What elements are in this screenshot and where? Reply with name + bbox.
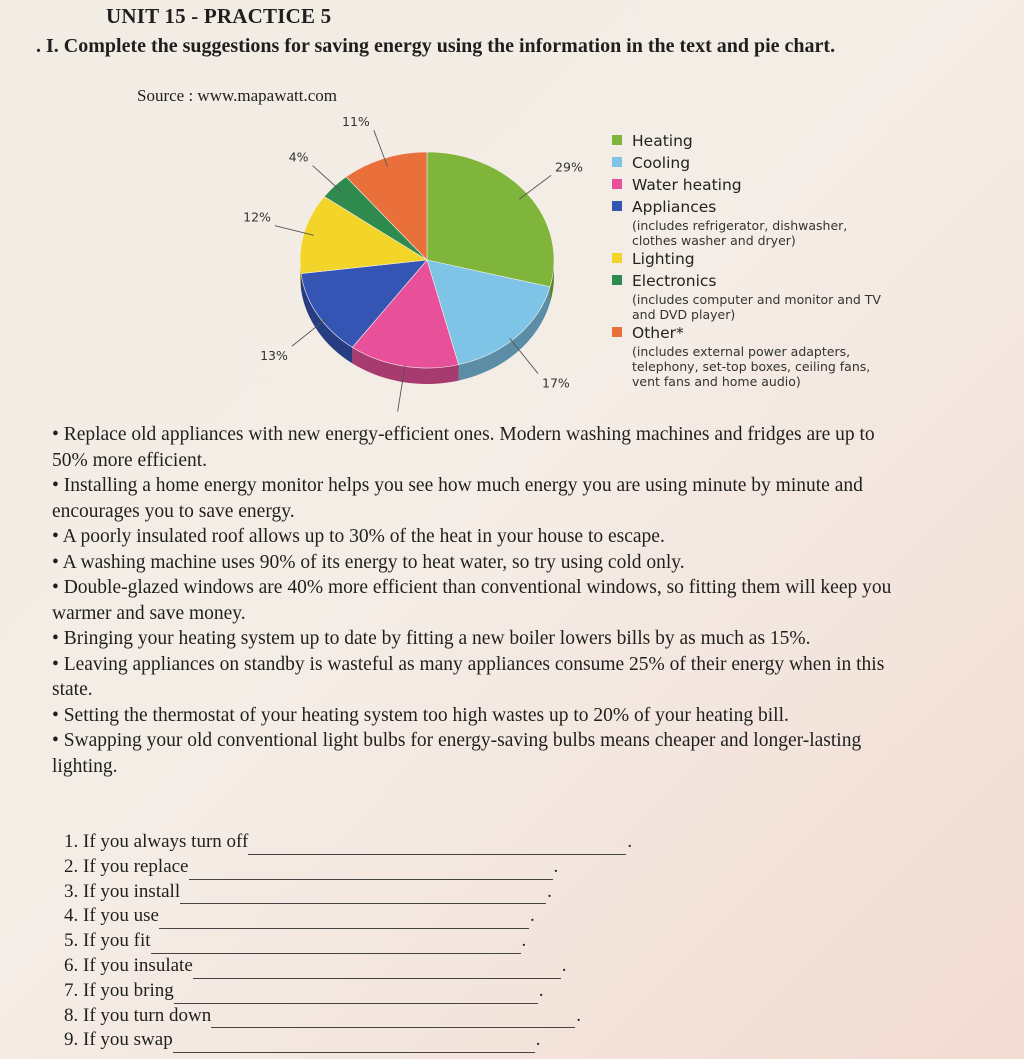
legend-swatch xyxy=(612,157,622,167)
tip-item: • A poorly insulated roof allows up to 30% of the heat in your house to escape. xyxy=(52,526,665,547)
slice-pct-label xyxy=(366,414,394,415)
exercise-item: 3. If you install . xyxy=(64,880,632,905)
tip-item: • Setting the thermostat of your heating system too high wastes up to 20% of your heating bill. xyxy=(52,704,789,726)
answer-blank[interactable] xyxy=(173,1036,535,1053)
energy-tips-list xyxy=(52,422,908,779)
source-citation: Source : www.mapawatt.com xyxy=(137,86,338,105)
legend-note: (includes external power adapters, telephony, set-top boxes, ceiling fans, vent fans and home audio) xyxy=(632,344,871,389)
answer-blank[interactable] xyxy=(211,1011,575,1028)
legend-label: Heating xyxy=(632,132,693,150)
tip-item: • Replace old appliances with new energy-efficient ones. Modern washing machines and fridges are up to 50% more efficient. xyxy=(52,424,875,471)
legend-item xyxy=(612,130,892,152)
exercise-prompt: 6. If you insulate xyxy=(64,954,193,976)
tip-item: • Double-glazed windows are 40% more efficient than conventional windows, so fitting them will keep you warmer and save money. xyxy=(52,577,892,624)
legend-item xyxy=(612,322,892,389)
answer-blank[interactable] xyxy=(248,838,626,855)
legend-note: (includes refrigerator, dishwasher, clothes washer and dryer) xyxy=(632,218,848,248)
legend-label: Lighting xyxy=(632,250,695,268)
legend-label: Cooling xyxy=(632,154,691,172)
legend-label: Water heating xyxy=(632,176,742,194)
exercise-item: 1. If you always turn off . xyxy=(64,830,632,855)
exercise-list xyxy=(64,830,632,1053)
slice-pct-label: 11% xyxy=(342,114,370,130)
page-title: UNIT 15 - PRACTICE 5 xyxy=(106,4,332,28)
legend-swatch xyxy=(612,275,622,285)
legend-item xyxy=(612,248,892,270)
chart-legend xyxy=(612,130,892,389)
slice-pct-label: 12% xyxy=(243,209,271,225)
answer-blank[interactable] xyxy=(159,912,529,929)
legend-item xyxy=(612,174,892,196)
tip-item: • Leaving appliances on standby is wasteful as many appliances consume 25% of their energy when in this state. xyxy=(52,653,885,700)
tip-item: • Swapping your old conventional light bulbs for energy-saving bulbs means cheaper and longer-lasting lighting. xyxy=(52,730,862,777)
answer-blank[interactable] xyxy=(174,987,538,1004)
exercise-prompt: 8. If you turn down xyxy=(64,1004,212,1026)
exercise-prompt: 7. If you bring xyxy=(64,979,174,1001)
exercise-item: 7. If you bring . xyxy=(64,979,632,1004)
energy-pie-chart xyxy=(220,110,610,415)
legend-swatch xyxy=(612,253,622,263)
legend-label: Other* xyxy=(632,324,684,342)
slice-pct-label: 4% xyxy=(288,149,309,165)
exercise-item: 8. If you turn down . xyxy=(64,1004,632,1029)
instruction-text: . I. Complete the suggestions for saving energy using the information in the text and pie chart. xyxy=(36,35,836,57)
exercise-prompt: 5. If you fit xyxy=(64,930,151,952)
answer-blank[interactable] xyxy=(189,863,553,880)
exercise-prompt: 2. If you replace xyxy=(64,855,189,877)
exercise-prompt: 3. If you install xyxy=(64,880,181,902)
leader-line xyxy=(313,166,342,192)
legend-swatch xyxy=(612,201,622,211)
answer-blank[interactable] xyxy=(193,962,561,979)
exercise-prompt: 1. If you always turn off xyxy=(64,831,249,852)
slice-pct-label: 13% xyxy=(260,348,288,364)
legend-swatch xyxy=(612,327,622,337)
exercise-item: 9. If you swap . xyxy=(64,1028,632,1053)
tip-item: • Bringing your heating system up to date by fitting a new boiler lowers bills by as much as 15%. xyxy=(52,628,811,649)
legend-item xyxy=(612,270,892,322)
exercise-prompt: 4. If you use xyxy=(64,905,159,927)
legend-swatch xyxy=(612,179,622,189)
exercise-item: 4. If you use . xyxy=(64,904,632,929)
legend-item xyxy=(612,152,892,174)
answer-blank[interactable] xyxy=(180,887,546,904)
answer-blank[interactable] xyxy=(151,937,521,954)
legend-label: Electronics xyxy=(632,272,717,290)
exercise-item: 6. If you insulate . xyxy=(64,954,632,979)
exercise-prompt: 9. If you swap xyxy=(64,1029,173,1051)
slice-pct-label: 29% xyxy=(555,159,583,175)
exercise-item: 2. If you replace . xyxy=(64,855,632,880)
legend-label: Appliances xyxy=(632,198,717,216)
leader-line xyxy=(519,175,551,199)
legend-item xyxy=(612,196,892,248)
legend-swatch xyxy=(612,135,622,145)
legend-note: (includes computer and monitor and TV and DVD player) xyxy=(632,292,881,322)
slice-pct-label: 17% xyxy=(542,375,570,391)
exercise-item: 5. If you fit . xyxy=(64,929,632,954)
tip-item: • A washing machine uses 90% of its energy to heat water, so try using cold only. xyxy=(52,551,685,573)
tip-item: • Installing a home energy monitor helps you see how much energy you are using minute by minute and encourages you to save energy. xyxy=(52,475,863,522)
